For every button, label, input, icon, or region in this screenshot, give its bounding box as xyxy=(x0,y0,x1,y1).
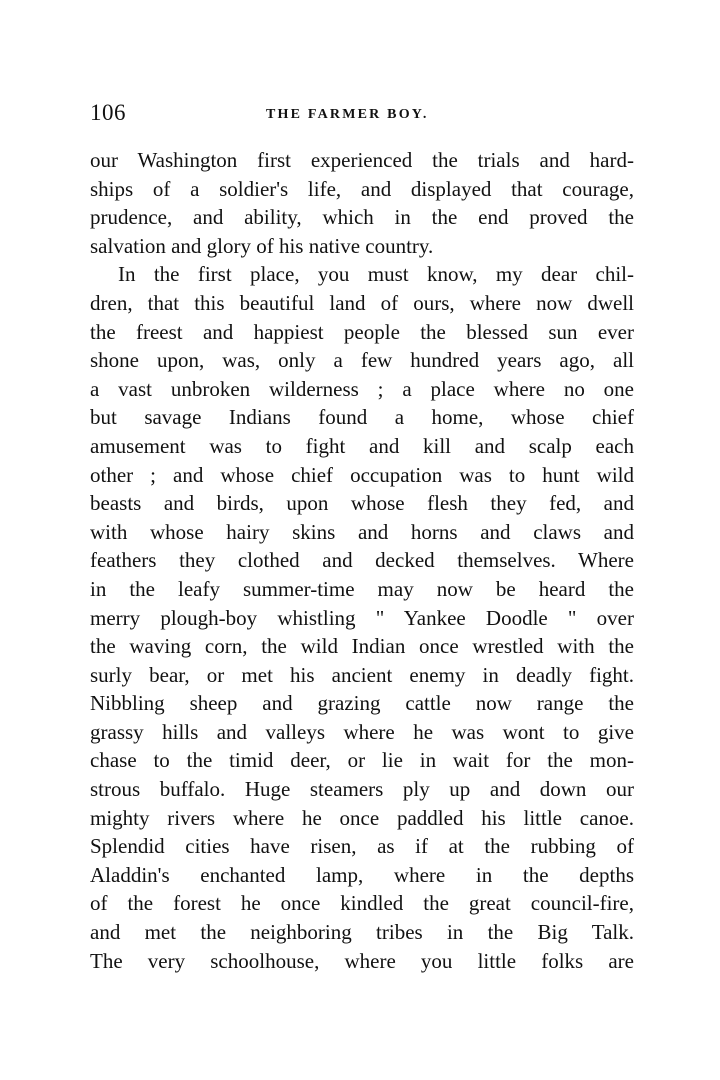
text-line: mighty rivers where he once paddled his little canoe. xyxy=(90,805,634,830)
text-line: dren, that this beautiful land of ours, where now dwell xyxy=(90,290,634,315)
text-line: grassy hills and valleys where he was wont to give xyxy=(90,719,634,744)
text-line: salvation and glory of his native country. xyxy=(90,233,434,258)
text-line: In the first place, you must know, my dear chil- xyxy=(118,262,634,287)
text-line: ships of a soldier's life, and displayed that courage, xyxy=(90,176,634,201)
page-header xyxy=(90,96,634,136)
text-line: of the forest he once kindled the great council-fire, xyxy=(90,891,634,916)
text-line: a vast unbroken wilderness ; a place where no one xyxy=(90,376,634,401)
paragraph xyxy=(90,260,634,975)
text-line: feathers they clothed and decked themselves. Where xyxy=(90,548,634,573)
text-line: amusement was to fight and kill and scalp each xyxy=(90,433,634,458)
text-line: in the leafy summer-time may now be heard the xyxy=(90,576,634,601)
text-line: Splendid cities have risen, as if at the rubbing of xyxy=(90,834,634,859)
text-line: with whose hairy skins and horns and claws and xyxy=(90,519,634,544)
text-line: the waving corn, the wild Indian once wrestled with the xyxy=(90,634,634,659)
text-line: prudence, and ability, which in the end proved the xyxy=(90,205,634,230)
page-number: 106 xyxy=(90,100,126,125)
text-line: our Washington first experienced the trials and hard- xyxy=(90,148,634,172)
body-text xyxy=(90,146,634,975)
text-line: Nibbling sheep and grazing cattle now range the xyxy=(90,691,634,716)
text-line: strous buffalo. Huge steamers ply up and down our xyxy=(90,777,634,802)
text-line: surly bear, or met his ancient enemy in deadly fight. xyxy=(90,662,634,687)
text-line: but savage Indians found a home, whose chief xyxy=(90,405,634,430)
text-line: and met the neighboring tribes in the Big Talk. xyxy=(90,920,634,945)
text-line: shone upon, was, only a few hundred years ago, all xyxy=(90,348,634,373)
paragraph xyxy=(90,146,634,260)
text-line: the freest and happiest people the blessed sun ever xyxy=(90,319,634,344)
text-line: Aladdin's enchanted lamp, where in the depths xyxy=(90,862,634,887)
text-line: beasts and birds, upon whose flesh they fed, and xyxy=(90,491,634,516)
text-line: The very schoolhouse, where you little folks are xyxy=(90,948,634,973)
running-title: THE FARMER BOY. xyxy=(266,107,429,122)
text-line: merry plough-boy whistling " Yankee Doodle " over xyxy=(90,605,634,630)
book-page xyxy=(90,96,634,975)
text-line: other ; and whose chief occupation was to hunt wild xyxy=(90,462,634,487)
text-line: chase to the timid deer, or lie in wait for the mon- xyxy=(90,748,634,773)
